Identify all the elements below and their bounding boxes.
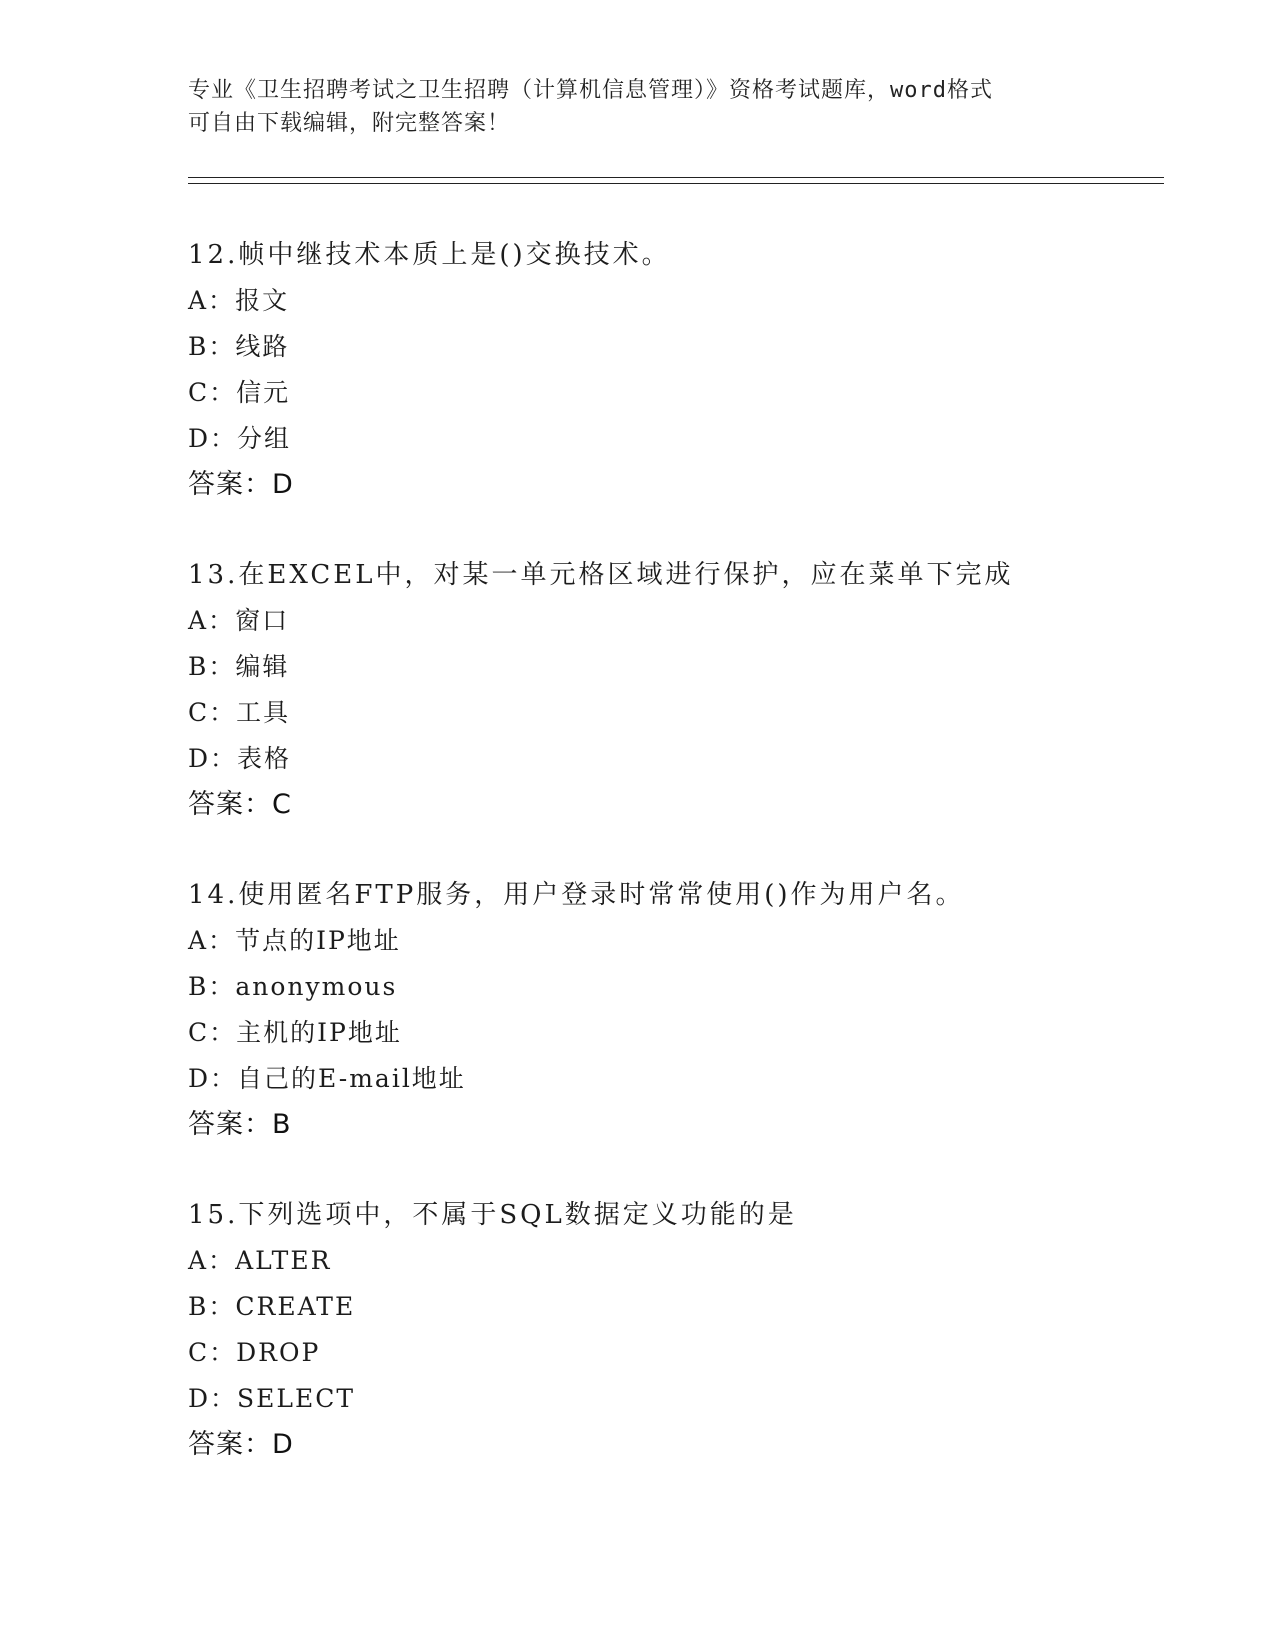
option-text: 信元	[236, 378, 291, 407]
question-text: 14.使用匿名FTP服务，用户登录时常常使用()作为用户名。	[188, 880, 965, 910]
option-b	[188, 1284, 1168, 1330]
option-a	[188, 598, 1168, 644]
option-letter: C：	[188, 378, 237, 407]
option-text: anonymous	[235, 972, 398, 1001]
question-15	[188, 1192, 1168, 1468]
option-letter: B：	[188, 972, 236, 1001]
question-13	[188, 552, 1168, 828]
option-letter: D：	[188, 1064, 238, 1093]
answer-line: 答案：B	[188, 1109, 292, 1140]
option-a	[188, 1238, 1168, 1284]
option-c	[188, 690, 1168, 736]
option-d	[188, 416, 1168, 462]
question-14	[188, 872, 1168, 1148]
option-text: CREATE	[235, 1292, 356, 1321]
option-text: ALTER	[235, 1246, 332, 1275]
option-c	[188, 1010, 1168, 1056]
header-divider-bottom	[188, 183, 1164, 184]
option-b	[188, 964, 1168, 1010]
option-d	[188, 736, 1168, 782]
option-text: 窗口	[235, 606, 290, 635]
option-d	[188, 1056, 1168, 1102]
question-text: 12.帧中继技术本质上是()交换技术。	[188, 240, 671, 270]
option-letter: D：	[188, 1384, 238, 1413]
header-line-2: 可自由下载编辑，附完整答案！	[188, 111, 511, 136]
option-a	[188, 278, 1168, 324]
question-12	[188, 232, 1168, 508]
document-header	[188, 74, 1088, 140]
option-letter: A：	[188, 606, 236, 635]
option-text: 工具	[236, 698, 291, 727]
option-text: SELECT	[237, 1384, 356, 1413]
question-text: 15.下列选项中，不属于SQL数据定义功能的是	[188, 1200, 797, 1230]
option-text: 节点的IP地址	[235, 926, 401, 955]
option-letter: C：	[188, 1018, 237, 1047]
option-letter: B：	[188, 1292, 236, 1321]
option-text: DROP	[236, 1338, 321, 1367]
header-line-1: 专业《卫生招聘考试之卫生招聘（计算机信息管理）》资格考试题库，word格式	[188, 78, 993, 103]
answer-line: 答案：C	[188, 789, 292, 820]
option-letter: C：	[188, 698, 237, 727]
option-a	[188, 918, 1168, 964]
answer-line: 答案：D	[188, 469, 294, 500]
option-text: 分组	[237, 424, 292, 453]
option-text: 表格	[237, 744, 292, 773]
question-text: 13.在EXCEL中，对某一单元格区域进行保护，应在菜单下完成	[188, 560, 1014, 590]
option-letter: D：	[188, 424, 238, 453]
option-text: 编辑	[235, 652, 290, 681]
option-letter: A：	[188, 1246, 236, 1275]
header-divider-top	[188, 177, 1164, 178]
option-letter: A：	[188, 286, 236, 315]
option-b	[188, 644, 1168, 690]
option-letter: D：	[188, 744, 238, 773]
option-text: 自己的E-mail地址	[237, 1064, 466, 1093]
option-text: 主机的IP地址	[236, 1018, 402, 1047]
option-b	[188, 324, 1168, 370]
option-d	[188, 1376, 1168, 1422]
option-c	[188, 1330, 1168, 1376]
option-letter: B：	[188, 652, 236, 681]
option-letter: B：	[188, 332, 236, 361]
option-letter: A：	[188, 926, 236, 955]
option-c	[188, 370, 1168, 416]
answer-line: 答案：D	[188, 1429, 294, 1460]
option-text: 线路	[235, 332, 290, 361]
option-text: 报文	[235, 286, 290, 315]
option-letter: C：	[188, 1338, 237, 1367]
